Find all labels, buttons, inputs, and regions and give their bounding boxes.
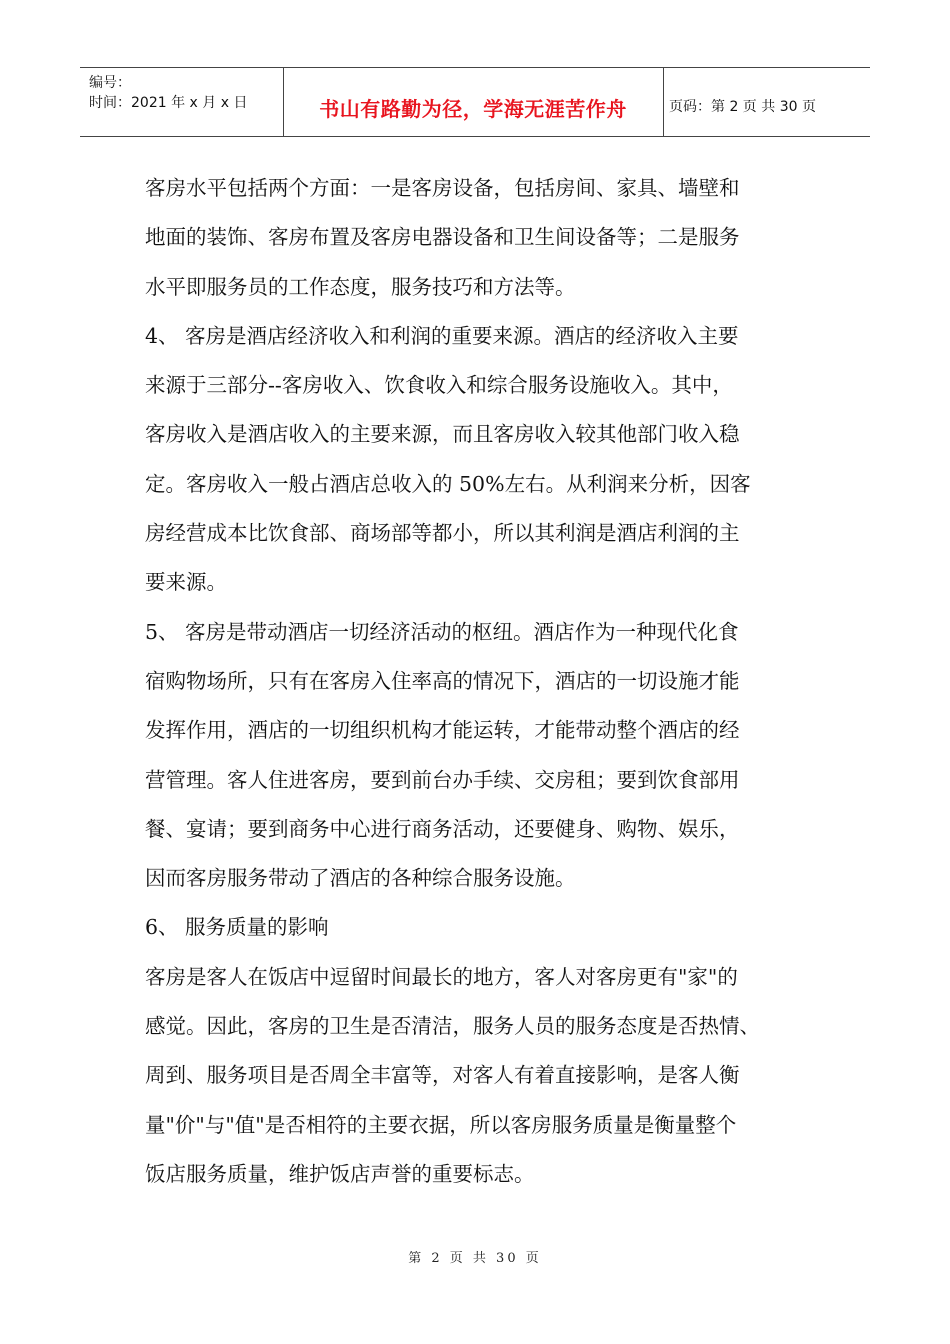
body-line: 客房水平包括两个方面：一是客房设备，包括房间、家具、墙壁和 [145, 176, 740, 200]
body-line: 宿购物场所，只有在客房入住率高的情况下，酒店的一切设施才能 [145, 668, 740, 693]
document-date-label: 时间：2021 年 x 月 x 日 [89, 95, 248, 111]
page-footer: 第 2 页 共 30 页 [408, 1251, 542, 1266]
body-line: 感觉。因此，客房的卫生是否清洁，服务人员的服务态度是否热情、 [145, 1014, 760, 1039]
document-body [145, 164, 825, 1199]
body-line: 定。客房收入一般占酒店总收入的 50%左右。从利润来分析，因客 [145, 471, 751, 496]
body-line: 因而客房服务带动了酒店的各种综合服务设施。 [145, 866, 576, 891]
header-motto: 书山有路勤为径，学海无涯苦作舟 [319, 97, 627, 121]
body-line: 地面的装饰、客房布置及客房电器设备和卫生间设备等；二是服务 [145, 225, 740, 250]
body-line: 5、 客房是带动酒店一切经济活动的枢纽。酒店作为一种现代化食 [145, 619, 739, 644]
body-line: 餐、宴请；要到商务中心进行商务活动，还要健身、购物、娱乐， [145, 816, 740, 841]
header-page-cell [663, 68, 870, 136]
page-header [80, 67, 870, 137]
body-line: 房经营成本比饮食部、商场部等都小，所以其利润是酒店利润的主 [145, 521, 740, 546]
document-number-label: 编号： [89, 75, 131, 91]
header-motto-cell [283, 68, 664, 136]
body-line: 要来源。 [145, 570, 227, 595]
body-line: 4、 客房是酒店经济收入和利润的重要来源。酒店的经济收入主要 [145, 323, 739, 348]
body-line: 饭店服务质量，维护饭店声誉的重要标志。 [145, 1161, 535, 1186]
body-line: 客房是客人在饭店中逗留时间最长的地方，客人对客房更有"家"的 [145, 964, 738, 989]
header-page-number: 页码：第 2 页 共 30 页 [669, 99, 816, 115]
body-line: 客房收入是酒店收入的主要来源，而且客房收入较其他部门收入稳 [145, 422, 740, 447]
body-line: 量"价"与"值"是否相符的主要衣据，所以客房服务质量是衡量整个 [145, 1112, 737, 1137]
body-line: 周到、服务项目是否周全丰富等，对客人有着直接影响，是客人衡 [145, 1063, 740, 1088]
header-info-cell [80, 68, 284, 136]
body-line: 来源于三部分--客房收入、饮食收入和综合服务设施收入。其中， [145, 373, 733, 398]
body-line: 水平即服务员的工作态度，服务技巧和方法等。 [145, 274, 576, 299]
body-line: 营管理。客人住进客房，要到前台办手续、交房租；要到饮食部用 [145, 767, 740, 792]
body-line: 发挥作用，酒店的一切组织机构才能运转，才能带动整个酒店的经 [145, 718, 740, 743]
section-heading: 6、 服务质量的影响 [145, 915, 329, 940]
